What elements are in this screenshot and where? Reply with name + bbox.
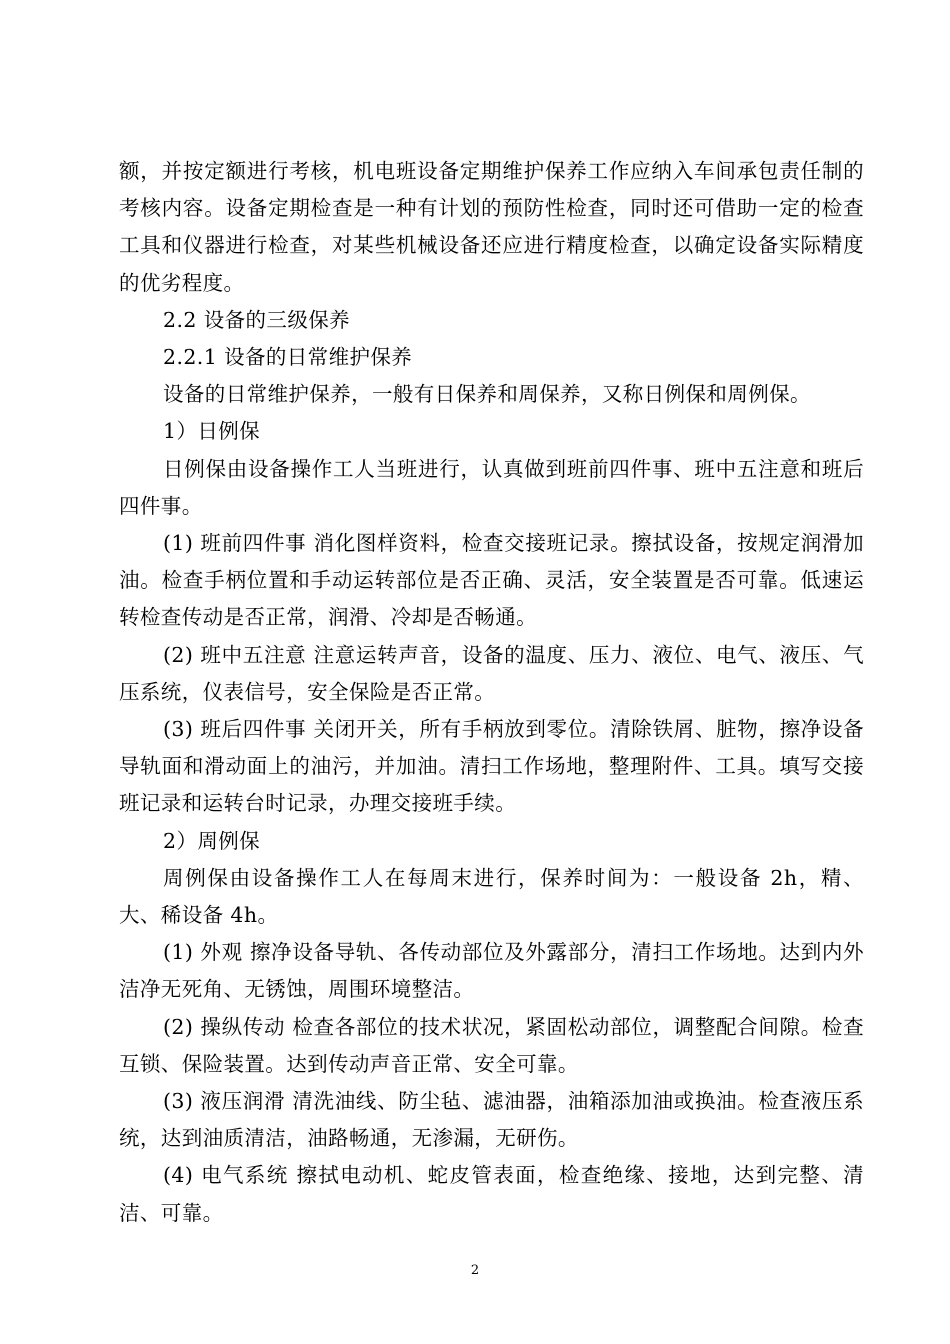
paragraph-weekly-check-intro: 周例保由设备操作工人在每周末进行，保养时间为：一般设备 2h，精、大、稀设备 4h。 — [119, 865, 864, 928]
paragraph-appearance: (1) 外观 擦净设备导轨、各传动部位及外露部分，清扫工作场地。达到内外洁净无死角、无锈蚀，周围环境整洁。 — [119, 940, 864, 1002]
paragraph-during-shift: (2) 班中五注意 注意运转声音，设备的温度、压力、液位、电气、液压、气压系统，仪表信号，安全保险是否正常。 — [119, 642, 864, 704]
paragraph-hydraulic-lubrication: (3) 液压润滑 清洗油线、防尘毡、滤油器，油箱添加油或换油。检查液压系统，达到油质清洁，油路畅通，无渗漏，无研伤。 — [119, 1089, 864, 1151]
section-heading-2-2: 2.2 设备的三级保养 — [163, 307, 351, 332]
subheading-weekly-check: 2）周例保 — [163, 828, 261, 853]
paragraph-after-shift: (3) 班后四件事 关闭开关，所有手柄放到零位。清除铁屑、脏物，擦净设备导轨面和滑动面上的油污，并加油。清扫工作场地，整理附件、工具。填写交接班记录和运转台时记录，办理交接班手续。 — [119, 717, 864, 816]
section-heading-2-2-1: 2.2.1 设备的日常维护保养 — [163, 345, 413, 370]
paragraph-electrical-system: (4) 电气系统 擦拭电动机、蛇皮管表面，检查绝缘、接地，达到完整、清洁、可靠。 — [119, 1163, 864, 1225]
paragraph-daily-maintenance-intro: 设备的日常维护保养，一般有日保养和周保养，又称日例保和周例保。 — [163, 382, 811, 407]
paragraph-continuation: 额，并按定额进行考核，机电班设备定期维护保养工作应纳入车间承包责任制的考核内容。设备定期检查是一种有计划的预防性检查，同时还可借助一定的检查工具和仪器进行检查，对某些机械设备还应进行精度检查，以确定设备实际精度的优劣程度。 — [119, 159, 864, 295]
paragraph-operation-transmission: (2) 操纵传动 检查各部位的技术状况，紧固松动部位，调整配合间隙。检查互锁、保险装置。达到传动声音正常、安全可靠。 — [119, 1014, 864, 1076]
body-text — [119, 153, 864, 1232]
paragraph-daily-check-intro: 日例保由设备操作工人当班进行，认真做到班前四件事、班中五注意和班后四件事。 — [119, 456, 864, 518]
subheading-daily-check: 1）日例保 — [163, 419, 261, 444]
page-number: 2 — [470, 1263, 480, 1278]
paragraph-before-shift: (1) 班前四件事 消化图样资料，检查交接班记录。擦拭设备，按规定润滑加油。检查手柄位置和手动运转部位是否正确、灵活，安全装置是否可靠。低速运转检查传动是否正常，润滑、冷却是否畅通。 — [119, 531, 864, 630]
